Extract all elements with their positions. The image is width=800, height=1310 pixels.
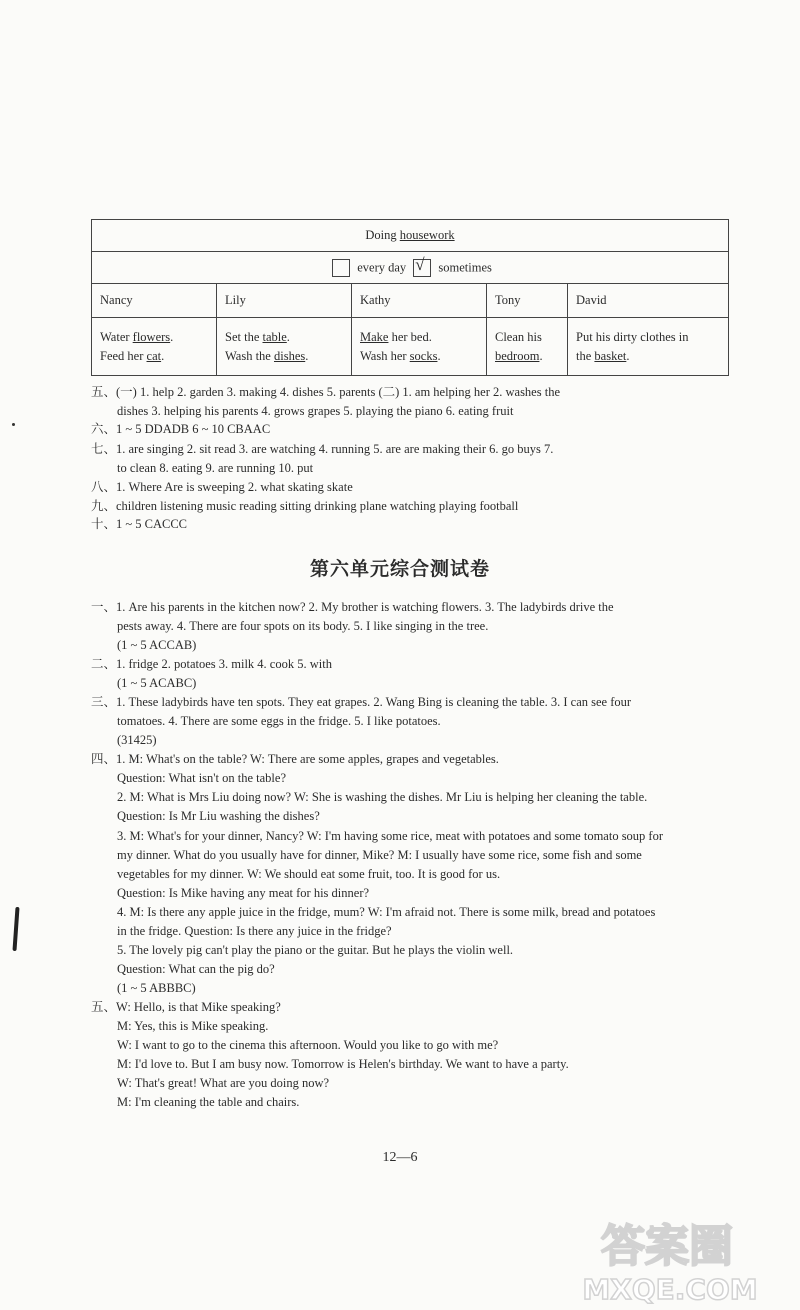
task-cell: Put his dirty clothes in the basket. [568,318,729,376]
answer-line: 5. The lovely pig can't play the piano or the guitar. But he plays the violin well. [117,943,514,957]
name-cell: Kathy [352,284,487,318]
answer-line: 3. M: What's for your dinner, Nancy? W: I'm having some rice, meat with potatoes and some tomato soup for [117,829,664,843]
answer-line: Question: Is Mr Liu washing the dishes? [117,809,320,823]
scan-dot [12,423,15,426]
answer-line: (1 ~ 5 ABBBC) [117,981,196,995]
task-cell: Water flowers. Feed her cat. [92,318,217,376]
name-cell: Lily [217,284,352,318]
answer-line: in the fridge. Question: Is there any juice in the fridge? [117,924,392,938]
answer-line: 4. M: Is there any apple juice in the fridge, mum? W: I'm afraid not. There is some milk, bread and potatoes [117,905,656,919]
empty-checkbox-icon [332,259,350,277]
table-title: Doing housework [92,220,729,252]
answer-line: (1 ~ 5 ACABC) [117,676,197,690]
answer-line: tomatoes. 4. There are some eggs in the fridge. 5. I like potatoes. [117,714,441,728]
table-legend: every day √ sometimes [92,252,729,284]
task-cell: Make her bed. Wash her socks. [352,318,487,376]
answer-line: 二、1. fridge 2. potatoes 3. milk 4. cook 5. with [91,657,332,671]
task-cell: Set the table. Wash the dishes. [217,318,352,376]
answer-line: W: That's great! What are you doing now? [117,1076,330,1090]
answer-line: my dinner. What do you usually have for dinner, Mike? M: I usually have some rice, some fish and some [117,848,642,862]
name-cell: Nancy [92,284,217,318]
watermark-logo-icon [545,1217,795,1305]
housework-table [91,219,729,376]
answer-line: pests away. 4. There are four spots on its body. 5. I like singing in the tree. [117,619,489,633]
answer-line: Question: Is Mike having any meat for his dinner? [117,886,370,900]
answer-line: Question: What can the pig do? [117,962,275,976]
answer-line: 七、1. are singing 2. sit read 3. are watching 4. running 5. are are making their 6. go buys 7. [91,442,554,456]
answer-line: 三、1. These ladybirds have ten spots. They eat grapes. 2. Wang Bing is cleaning the table. 3. I can see four [91,695,632,709]
watermark-top-text: 答案圈 [601,1221,733,1272]
answer-line: 五、(一) 1. help 2. garden 3. making 4. dishes 5. parents (二) 1. am helping her 2. washes the [91,385,560,399]
answer-line: 六、1 ~ 5 DDADB 6 ~ 10 CBAAC [91,422,271,436]
answer-line: 一、1. Are his parents in the kitchen now? 2. My brother is watching flowers. 3. The ladybirds drive the [91,600,614,614]
watermark-bottom-text: MXQE.COM [582,1273,758,1305]
answer-line: 九、children listening music reading sitting drinking plane watching playing football [91,499,519,513]
page-number: 12—6 [382,1150,418,1165]
checked-checkbox-icon: √ [413,259,431,277]
answer-line: M: I'm cleaning the table and chairs. [117,1095,300,1109]
answer-line: 五、W: Hello, is that Mike speaking? [91,1000,281,1014]
answer-line: M: Yes, this is Mike speaking. [117,1019,269,1033]
answer-line: to clean 8. eating 9. are running 10. put [117,461,314,475]
answer-line: (31425) [117,733,157,747]
name-cell: David [568,284,729,318]
section-heading: 第六单元综合测试卷 [309,558,490,580]
scan-mark [12,907,19,951]
answer-line: 十、1 ~ 5 CACCC [91,517,188,531]
answer-line: W: I want to go to the cinema this afternoon. Would you like to go with me? [117,1038,499,1052]
task-cell: Clean his bedroom. [487,318,568,376]
answer-line: dishes 3. helping his parents 4. grows grapes 5. playing the piano 6. eating fruit [117,404,514,418]
answer-line: Question: What isn't on the table? [117,771,287,785]
answer-line: 2. M: What is Mrs Liu doing now? W: She is washing the dishes. Mr Liu is helping her cleaning the table. [117,790,648,804]
answer-line: (1 ~ 5 ACCAB) [117,638,197,652]
answer-line: 八、1. Where Are is sweeping 2. what skating skate [91,480,353,494]
answer-line: vegetables for my dinner. W: We should eat some fruit, too. It is good for us. [117,867,501,881]
name-cell: Tony [487,284,568,318]
answer-line: M: I'd love to. But I am busy now. Tomorrow is Helen's birthday. We want to have a party. [117,1057,569,1071]
answer-line: 四、1. M: What's on the table? W: There are some apples, grapes and vegetables. [91,752,499,766]
